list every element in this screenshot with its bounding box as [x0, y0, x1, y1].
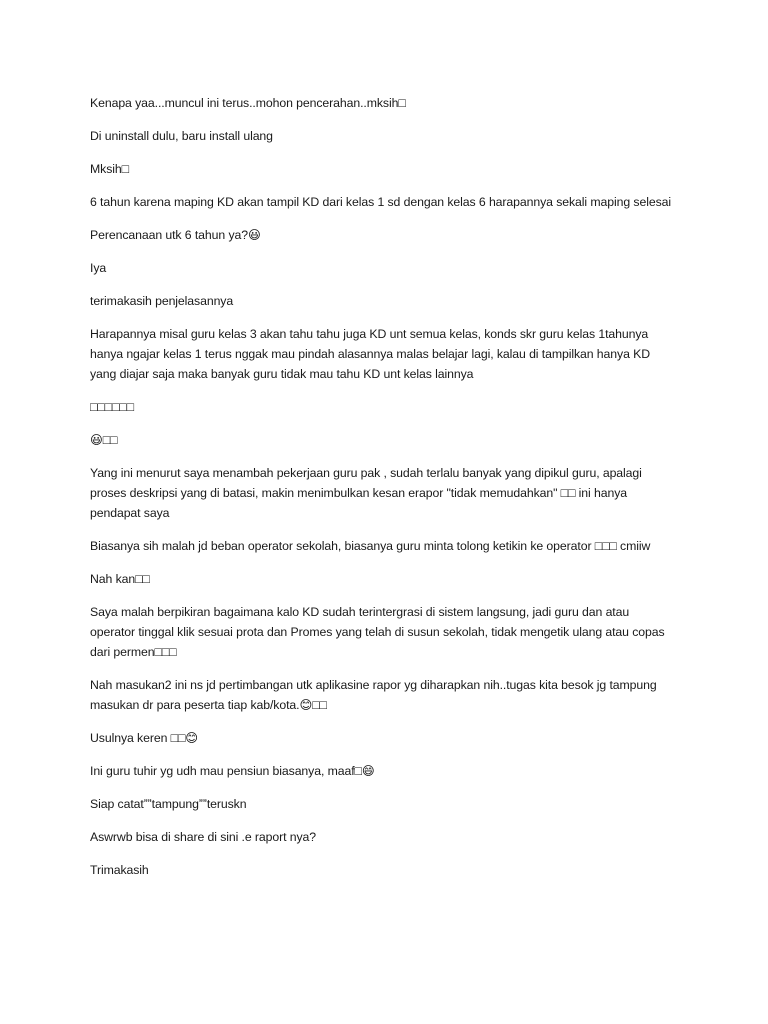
document-page	[90, 93, 675, 893]
chat-message: Harapannya misal guru kelas 3 akan tahu tahu juga KD unt semua kelas, konds skr guru kelas 1tahunya hanya ngajar kelas 1 terus nggak mau pindah alasannya malas belajar lagi, kalau di tampilkan hanya KD yang diajar saja maka banyak guru tidak mau tahu KD unt kelas lainnya	[90, 327, 651, 381]
chat-message: Kenapa yaa...muncul ini terus..mohon pencerahan..mksih□	[90, 96, 406, 110]
chat-message: Nah masukan2 ini ns jd pertimbangan utk aplikasine rapor yg diharapkan nih..tugas kita besok jg tampung masukan dr para peserta tiap kab/kota.😊□□	[90, 678, 657, 712]
chat-message: Aswrwb bisa di share di sini .e raport nya?	[90, 830, 317, 844]
chat-message: □□□□□□	[90, 400, 134, 414]
chat-message: Nah kan□□	[90, 572, 150, 586]
chat-message: 😃□□	[90, 433, 118, 447]
chat-message: Saya malah berpikiran bagaimana kalo KD sudah terintergrasi di sistem langsung, jadi guru dan atau operator tinggal klik sesuai prota dan Promes yang telah di susun sekolah, tidak mengetik ulang atau copas dari permen□□□	[90, 605, 665, 659]
chat-message: Perencanaan utk 6 tahun ya?😃	[90, 228, 261, 242]
chat-message: Usulnya keren □□😊	[90, 731, 198, 745]
chat-message: 6 tahun karena maping KD akan tampil KD dari kelas 1 sd dengan kelas 6 harapannya sekali maping selesai	[90, 195, 671, 209]
chat-message: terimakasih penjelasannya	[90, 294, 234, 308]
chat-message: Yang ini menurut saya menambah pekerjaan guru pak , sudah terlalu banyak yang dipikul guru, apalagi proses deskripsi yang di batasi, makin menimbulkan kesan erapor "tidak memudahkan" □□ ini hanya pendapat saya	[90, 466, 642, 520]
chat-message: Iya	[90, 261, 107, 275]
chat-message: Mksih□	[90, 162, 129, 176]
chat-message: Di uninstall dulu, baru install ulang	[90, 129, 273, 143]
chat-message: Ini guru tuhir yg udh mau pensiun biasanya, maaf□😄	[90, 764, 375, 778]
chat-message: Biasanya sih malah jd beban operator sekolah, biasanya guru minta tolong ketikin ke operator □□□ cmiiw	[90, 539, 651, 553]
chat-message: Siap catatˮˮtampungˮˮteruskn	[90, 797, 247, 811]
chat-message: Trimakasih	[90, 863, 149, 877]
